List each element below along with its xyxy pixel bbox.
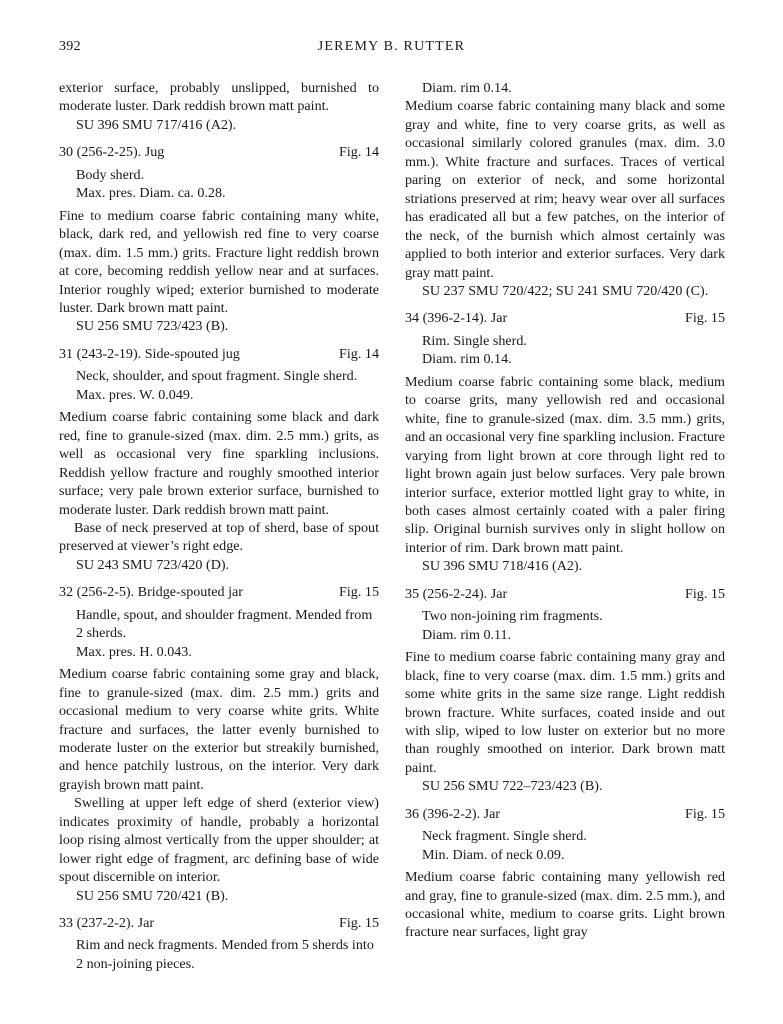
entry-meta: Rim and neck fragments. Mended from 5 sherds into 2 non-joining pieces. bbox=[76, 937, 374, 972]
context-ref: SU 237 SMU 720/422; SU 241 SMU 720/420 (C). bbox=[422, 282, 709, 299]
entry-meta: Neck fragment. Single sherd. bbox=[422, 828, 587, 845]
entry-meta: Diam. rim 0.11. bbox=[422, 626, 512, 643]
entry-title: 36 (396-2-2). Jar bbox=[405, 805, 501, 822]
catalog-entry-33 bbox=[59, 914, 379, 932]
entry-description: Medium coarse fabric containing many black and some gray and white, fine to very coarse grits, as well as occasional similarly colored granules (max. dim. 3.0 mm.). White fracture and surfaces. Traces of vertical paring on exterior of neck, and some horizontal striations preserved at rim; heavy wear over all surfaces has eradicated all but a few patches, on the interior of the neck, of the burnish which almost certainly was applied to both interior and exterior surfaces. Very dark gray matt paint. bbox=[405, 98, 725, 281]
entry-meta: Diam. rim 0.14. bbox=[422, 80, 512, 96]
catalog-entry-32 bbox=[59, 583, 379, 601]
catalog-entry-36 bbox=[405, 805, 725, 823]
catalog-entry-35 bbox=[405, 585, 725, 603]
entry-meta: Body sherd. bbox=[76, 166, 145, 183]
entry-description: Medium coarse fabric containing some gray and black, fine to granule-sized (max. dim. 2.5 mm.) grits and occasional medium to very coarse white grits. White fracture and surfaces, the latter evenly burnished to moderate luster on the exterior but streakily burnished, and hence patchily lustrous, on the interior. Very dark grayish brown matt paint. bbox=[59, 666, 379, 793]
figure-ref: Fig. 14 bbox=[339, 345, 379, 362]
figure-ref: Fig. 15 bbox=[685, 585, 725, 602]
figure-ref: Fig. 15 bbox=[685, 805, 725, 822]
context-ref: SU 243 SMU 723/420 (D). bbox=[76, 556, 230, 573]
entry-note: Swelling at upper left edge of sherd (exterior view) indicates proximity of handle, probably a horizontal loop rising almost vertically from the upper shoulder; at lower right edge of fragment, arc defining base of wide spout discernible on interior. bbox=[59, 795, 379, 886]
catalog-entry-34 bbox=[405, 309, 725, 327]
entry-title: 34 (396-2-14). Jar bbox=[405, 310, 508, 327]
figure-ref: Fig. 15 bbox=[339, 915, 379, 932]
context-ref: SU 396 SMU 717/416 (A2). bbox=[76, 116, 237, 133]
entry-meta: Max. pres. Diam. ca. 0.28. bbox=[76, 185, 226, 202]
entry-description: Fine to medium coarse fabric containing many gray and black, fine to very coarse (max. dim. 1.5 mm.) grits and some white grits in the same size range. Light reddish brown fracture. White surfaces, coated inside and out with slip, wiped to low luster on exterior but no more than roughly smoothed on interior. Dark brown matt paint. bbox=[405, 649, 725, 776]
context-ref: SU 256 SMU 722–723/423 (B). bbox=[422, 778, 603, 795]
catalog-entry-30 bbox=[59, 143, 379, 161]
entry-meta: Diam. rim 0.14. bbox=[422, 351, 512, 368]
figure-ref: Fig. 15 bbox=[685, 310, 725, 327]
entry-title: 35 (256-2-24). Jar bbox=[405, 585, 508, 602]
context-ref: SU 256 SMU 723/423 (B). bbox=[76, 318, 229, 335]
catalog-entry-31 bbox=[59, 345, 379, 363]
entry-title: 30 (256-2-25). Jug bbox=[59, 144, 165, 161]
entry-meta: Max. pres. W. 0.049. bbox=[76, 386, 194, 403]
continued-paragraph: exterior surface, probably unslipped, burnished to moderate luster. Dark reddish brown matt paint. bbox=[59, 80, 379, 115]
context-ref: SU 396 SMU 718/416 (A2). bbox=[422, 558, 583, 575]
entry-note: Base of neck preserved at top of sherd, base of spout preserved at viewer’s right edge. bbox=[59, 519, 379, 555]
right-column bbox=[405, 79, 725, 942]
entry-meta: Rim. Single sherd. bbox=[422, 332, 527, 349]
entry-title: 31 (243-2-19). Side-spouted jug bbox=[59, 345, 240, 362]
entry-description: Medium coarse fabric containing many yellowish red and gray, fine to granule-sized (max. dim. 2.5 mm.), and occasional white, medium to coarse grits. Light brown fracture near surfaces, light gray bbox=[405, 869, 725, 941]
entry-description: Fine to medium coarse fabric containing many white, black, dark red, and yellowish red fine to very coarse (max. dim. 1.5 mm.) grits. Fracture light reddish brown at core, becoming reddish yellow near and at surfaces. Interior roughly wiped; exterior burnished to moderate luster. Dark brown matt paint. bbox=[59, 207, 379, 316]
entry-meta: Two non-joining rim fragments. bbox=[422, 608, 603, 625]
entry-title: 33 (237-2-2). Jar bbox=[59, 915, 155, 932]
entry-meta: Neck, shoulder, and spout fragment. Single sherd. bbox=[76, 368, 358, 385]
figure-ref: Fig. 15 bbox=[339, 584, 379, 601]
page-header bbox=[59, 39, 724, 61]
entry-meta: Max. pres. H. 0.043. bbox=[76, 643, 192, 660]
left-column bbox=[59, 79, 379, 973]
context-ref: SU 256 SMU 720/421 (B). bbox=[76, 887, 229, 904]
page-number: 392 bbox=[59, 39, 81, 54]
entry-description: Medium coarse fabric containing some black and dark red, fine to granule-sized (max. dim. 2.5 mm.) grits, as well as occasional very fine sparkling inclusions. Reddish yellow fracture and roughly smoothed interior surface; very pale brown exterior surface, burnished to moderate luster. Dark reddish brown matt paint. bbox=[59, 409, 379, 518]
entry-title: 32 (256-2-5). Bridge-spouted jar bbox=[59, 584, 243, 601]
entry-description: Medium coarse fabric containing some black, medium to coarse grits, many yellowish red and occasional white, fine to granule-sized (max. dim. 3.5 mm.) grits, and an occasional very fine sparkling inclusion. Fracture varying from light brown at core through light red to light brown again just below surfaces. Very pale brown interior surface, exterior mottled light gray to white, in both cases almost certainly coated with a paler firing slip. Original burnish survives only in slight hollow on interior of rim. Dark brown matt paint. bbox=[405, 373, 725, 556]
running-head: JEREMY B. RUTTER bbox=[317, 39, 466, 54]
figure-ref: Fig. 14 bbox=[339, 144, 379, 161]
entry-meta: Handle, spout, and shoulder fragment. Mended from 2 sherds. bbox=[76, 606, 373, 642]
entry-meta: Min. Diam. of neck 0.09. bbox=[422, 846, 565, 863]
